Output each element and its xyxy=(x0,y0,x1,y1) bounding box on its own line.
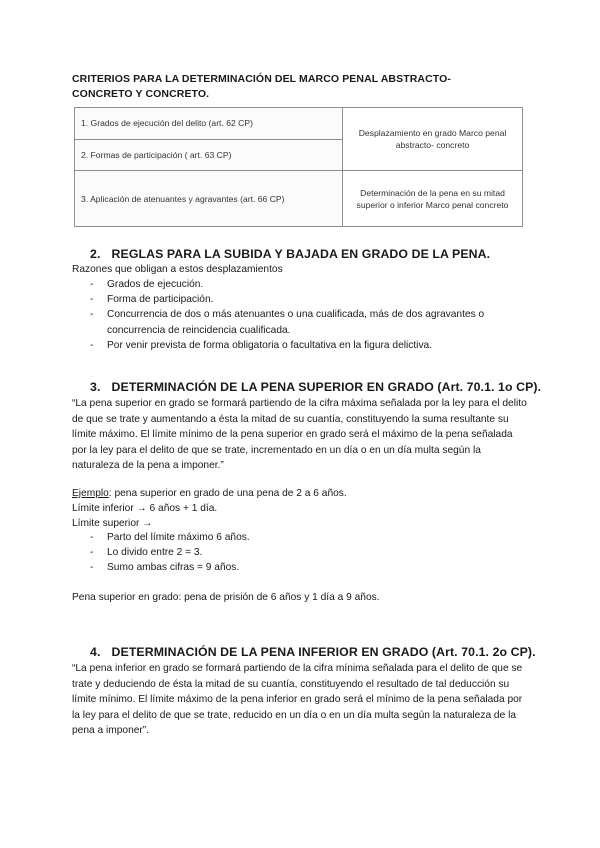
section-4-heading-text: DETERMINACIÓN DE LA PENA INFERIOR EN GRADO (Art. 70.1. 2o CP). xyxy=(111,645,536,659)
table-row xyxy=(75,171,523,227)
example-line xyxy=(72,486,347,502)
list-item: - Concurrencia de dos o más atenuantes o una cualificada, más de dos agravantes o concurrencia de reincidencia cualificada. xyxy=(90,307,530,337)
lower-limit-line: Límite inferior → 6 años + 1 día. xyxy=(72,503,218,514)
section-2-list xyxy=(90,277,530,353)
table-cell-mitigating-aggravating: 3. Aplicación de atenuantes y agravantes (art. 66 CP) xyxy=(75,171,343,227)
section-3-heading xyxy=(90,380,541,394)
section-3-result: Pena superior en grado: pena de prisión de 6 años y 1 día a 9 años. xyxy=(72,592,380,603)
section-4-heading xyxy=(90,645,536,659)
example-text: : pena superior en grado de una pena de 2 a 6 años. xyxy=(108,488,347,499)
section-4-number: 4. xyxy=(90,645,101,659)
table-cell-participation: 2. Formas de participación ( art. 63 CP) xyxy=(75,139,343,171)
list-item: - Grados de ejecución. xyxy=(90,277,530,292)
section-4-quote: “La pena inferior en grado se formará partiendo de la cifra mínima señalada para el delito de que se trate y deduciendo de ésta la mitad de su cuantía, constituyendo el resultado de tal deducción su límite mínimo. El límite máximo de la pena inferior en grado será el mínimo de la pena señalada por la ley para el delito de que se trate, reducido en un día o en un día multa según la naturaleza de la pena a imponer”. xyxy=(72,663,523,737)
upper-limit-steps xyxy=(90,530,530,576)
list-item: - Por venir prevista de forma obligatoria o facultativa en la figura delictiva. xyxy=(90,338,530,353)
list-item: - Parto del límite máximo 6 años. xyxy=(90,530,530,545)
document-title xyxy=(72,72,512,102)
section-3-quote: “La pena superior en grado se formará partiendo de la cifra máxima señalada por la ley para el delito de que se trate y aumentando a ésta la mitad de su cuantía, constituyendo la suma resultante su límite máximo. El límite mínimo de la pena superior en grado será el máximo de la pena señalada por la ley para el delito de que se trate, incrementado en un día o en un día multa según la naturaleza de la pena a imponer.” xyxy=(72,398,527,472)
upper-limit-line: Límite superior → xyxy=(72,518,153,529)
list-item: - Lo divido entre 2 = 3. xyxy=(90,545,530,560)
section-2-heading-text: REGLAS PARA LA SUBIDA Y BAJADA EN GRADO DE LA PENA. xyxy=(111,247,491,261)
criteria-table xyxy=(74,107,523,227)
table-cell-penalty-determination: Determinación de la pena en su mitad superior o inferior Marco penal concreto xyxy=(343,171,523,227)
title-line-2: CONCRETO Y CONCRETO. xyxy=(72,88,210,100)
section-2-intro: Razones que obligan a estos desplazamientos xyxy=(72,264,283,275)
section-2-number: 2. xyxy=(90,247,101,261)
section-2-heading xyxy=(90,247,490,261)
section-3-heading-text: DETERMINACIÓN DE LA PENA SUPERIOR EN GRADO (Art. 70.1. 1o CP). xyxy=(111,380,542,394)
example-label: Ejemplo xyxy=(72,488,109,499)
table-cell-displacement: Desplazamiento en grado Marco penal abstracto- concreto xyxy=(343,108,523,171)
section-3-number: 3. xyxy=(90,380,101,394)
list-item: - Sumo ambas cifras = 9 años. xyxy=(90,560,530,575)
table-row xyxy=(75,108,523,140)
table-cell-execution-grades: 1. Grados de ejecución del delito (art. 62 CP) xyxy=(75,108,343,140)
title-line-1: CRITERIOS PARA LA DETERMINACIÓN DEL MARCO PENAL ABSTRACTO- xyxy=(72,73,451,85)
list-item: - Forma de participación. xyxy=(90,292,530,307)
